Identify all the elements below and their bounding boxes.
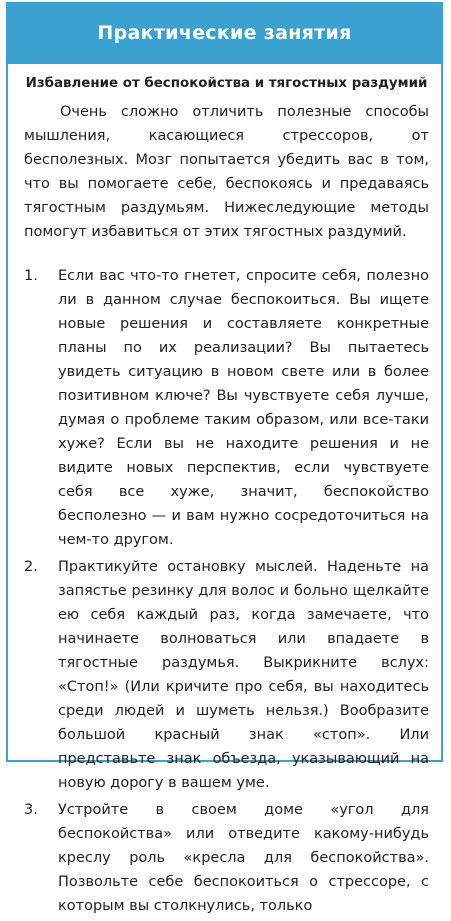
section-banner <box>6 2 443 64</box>
section-heading: Избавление от беспокойства и тягостных раздумий <box>25 76 428 91</box>
list-item <box>24 555 429 795</box>
list-item <box>24 798 429 918</box>
banner-title: Практические занятия <box>97 22 352 44</box>
list-item-number: 3. <box>24 802 38 818</box>
list-item <box>24 264 429 552</box>
list-item-number: 1. <box>24 268 38 284</box>
practice-list <box>24 264 429 918</box>
list-item-text: Если вас что-то гнетет, спросите себя, полезно ли в данном случае беспокоиться. Вы ищете новые решения и составляете конкретные планы по их реализации? Вы пытаетесь увидеть ситуацию в новом свете или в более позитивном ключе? Вы чувствуете себя лучше, думая о проблеме таким образом, или все-таки хуже? Если вы не находите решения и не видите новых перспектив, если чувствуете себя все хуже, значит, беспокойство бесполезно — и вам нужно сосредоточиться на чем-то другом. <box>58 268 429 548</box>
list-item-text: Практикуйте остановку мыслей. Наденьте на запястье резинку для волос и больно щелкайте ею себя каждый раз, когда замечаете, что начинаете волноваться или впадаете в тягостные раздумья. Выкрикните вслух: «Стоп!» (Или кричите про себя, вы находитесь среди людей и шуметь нельзя.) Вообразите большой красный знак «стоп». Или представьте знак объезда, указывающий на новую дорогу в вашем уме. <box>58 559 429 791</box>
list-item-number: 2. <box>24 559 38 575</box>
intro-paragraph: Очень сложно отличить полезные способы мышления, касающиеся стрессоров, от бесполезных. Мозг попытается убедить вас в том, что вы помогаете себе, беспокоясь и предаваясь тягостным раздумьям. Нижеследующие методы помогут избавиться от этих тягостных раздумий. <box>24 104 429 240</box>
list-item-text: Устройте в своем доме «угол для беспокойства» или отведите какому-нибудь креслу роль «кресла для беспокойства». Позвольте себе беспокоиться о стрессоре, с которым вы столкнулись, только <box>58 802 429 914</box>
page-content <box>24 74 429 921</box>
